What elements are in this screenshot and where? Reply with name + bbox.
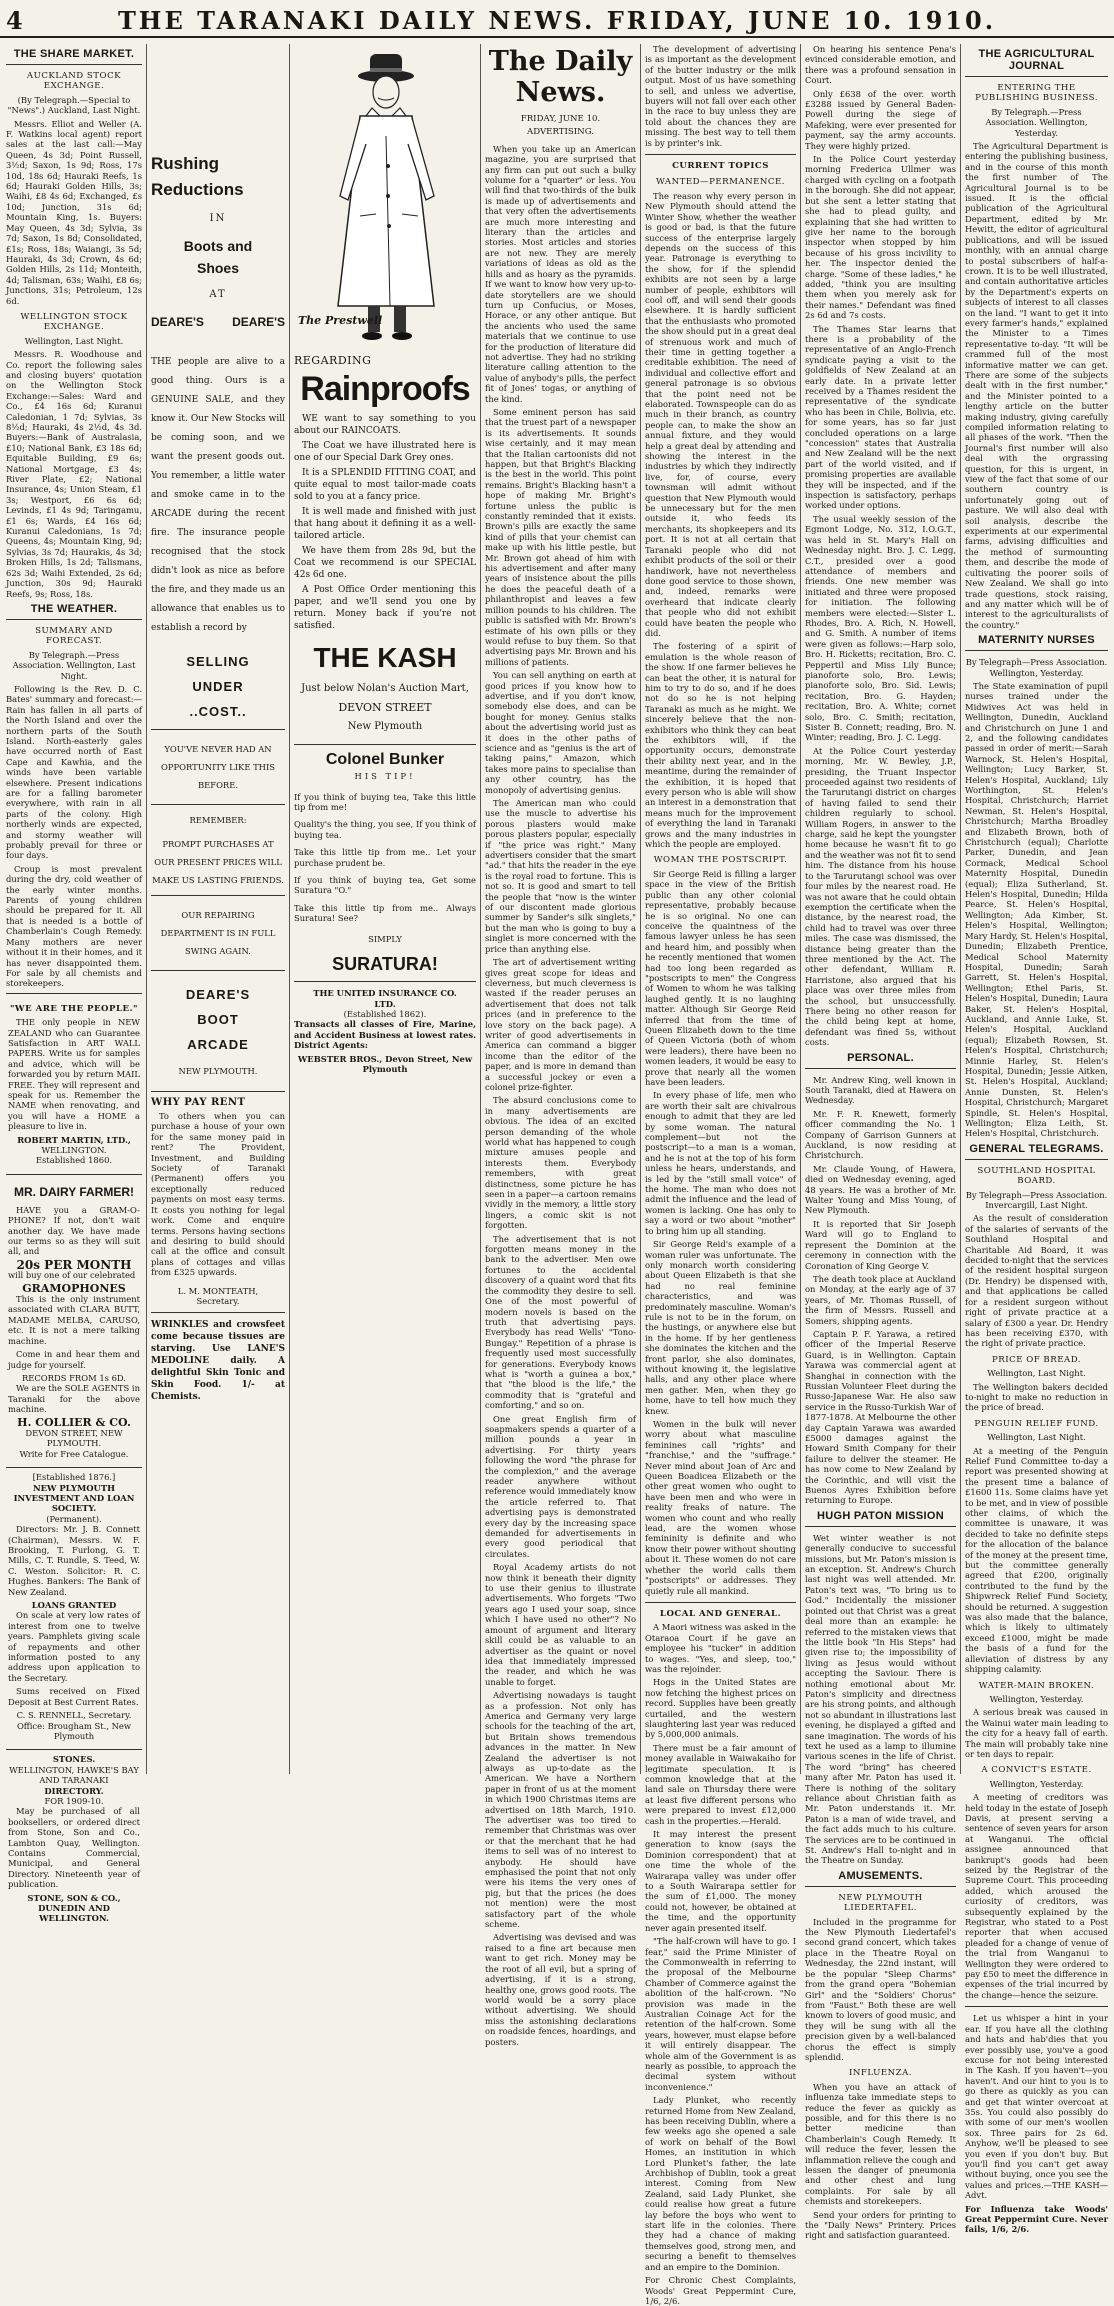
article-paragraph: Only £638 of the over. worth £3288 issued by General Baden-Powell during the siege of Mafeking, were ever presented for payment, say the army accounts. They were highly prized. — [805, 88, 956, 151]
ad-verse: Take this little tip from me.. Always Suratura! See? — [294, 902, 476, 924]
section-heading: LOCAL AND GENERAL. — [659, 1608, 782, 1619]
article-paragraph: The Agricultural Department is entering the publishing business, and in the course of this month the first number of The Agricultural Journal is to be issued. It is the official publication of the Agricultural Department, edited by Mr. Hewitt, the editor of agricultural publications, and will be issued monthly, with an annual charge to postal subscribers of half-a-crown. It is to be well illustrated, and contain authoritative articles by the Department's experts on subjects of interest to all classes on the land. "I want to get it into every farmer's hands," explained the Minister to a Times representative to-day. "It will be crammed full of the most informative matter we can get. There are some of the subjects dealt with in the first number," and the Minister pointed to a lengthy article on the butter making industry, giving carefully compiled information relating to all phases of the work. "Then the Journal's first number will also deal with the orgrassing question, for this is urgent, in view of the fact that some of our southern country is unfortunately going out of pasture. We will also deal with soil analysis, describe the experiments at our experimental farms, advising difficulties and the method of surmounting them, and describe the mode of cultivating the poorer soils of New Zealand. We shall go into trade questions, stock raising, and any matter which will be of interest to the agriculturalists of the country." — [965, 141, 1108, 630]
article-paragraph: Wet winter weather is not generally conducive to successful missions, but Mr. Paton's mission is an exception. St. Andrew's Church last night was well attended. Mr. Paton's text was, "To bring us to God." Incidentally the missioner pointed out that Christ was a great deal more than an example: he referred to the mistaken views that the little book "In His Steps" had given rise to; the impossibility of living as Jesus would without accepting the Saviour. There is nothing emotional about Mr. Paton's simplicity and directness are his strong points, and although not so abundant in illustrations last evening, he displayed a gifted and sane imagination. The words of his text he used as a lamp to illumine various scenes in the life of Christ. The word "bring" has cheered many after Mr. Paton has used it. There is nothing of the solitary reliance about Christian faith as Mr. Paton understands it. Mr. Paton is a man of wide travel, and the fact adds much to his culture. The services are to be continued in St. Andrew's Hall to-night and in the Theatre on Sunday. — [805, 1532, 957, 1866]
article-paragraph: The art of advertisement writing gives great scope for ideas and cleverness, but much cleverness is wasted if the reader peruses an advertisement that does not talk prices (and in preference to the love story on the back page). A writer of good advertisements in America can command a bigger income than the editor of the paper, and is more in demand than a successful jockey or even a colonel prize-fighter. — [485, 957, 636, 1092]
column-kash-ad — [294, 44, 476, 1774]
article-paragraph: Captain P. F. Yarawa, a retired officer of the Imperial Reserve Guard, is in Wellington. Captain Yarawa was commercial agent at Shanghai in connection with the Russian Volunteer Fleet during the Russo-Japanese War. He also saw service in the Russo-Turkish War of 1877-1878. At Melbourne the other day Captain Yarawa was awarded £5000 damages against the Howard Smith Company for their failure to deliver the steamer. He has now come to New Zealand by the Corinthic, and will visit the Buenos Ayres Exhibition before returning to Europe. — [805, 1328, 956, 1506]
ad-body: It is well made and finished with just that hang about it defining it as a well-tailored article. — [294, 507, 476, 542]
advertisement-robert-martin — [6, 993, 142, 1170]
section-heading: THE AGRICULTURAL JOURNAL — [965, 48, 1108, 77]
ad-sub: (Established 1862). — [343, 1008, 427, 1019]
editorial-flag: The Daily News. — [488, 46, 633, 108]
column-rule — [960, 44, 961, 1774]
column-rule — [640, 44, 641, 1774]
section-heading: THE WEATHER. — [6, 603, 142, 620]
dateline: Wellington, Yesterday. — [989, 1778, 1084, 1789]
editorial-date: FRIDAY, JUNE 10. — [520, 114, 601, 124]
article-paragraph: Mr. Claude Young, of Hawera, died on Wednesday evening, aged 48 years. He was a brother of Mr. Walter Young and Miss Young, of New Plymouth. — [805, 1163, 956, 1216]
article-paragraph: A meeting of creditors was held today in the estate of Joseph Davis, at present serving a sentence of seven years for arson at Wanganui. The official assignee announced that bankrupt's goods had been seized by the Registrar of the Supreme Court. This proceeding added, which aroused the curiosity of creditors, was subsequently explained by the Registrar, who stated to a Post reporter that when accused pleaded for a change of venue of the trial from Wanganui to Wellington they were ordered to pay £50 to meet the difference in expenses of the trial incurred by the change—hence the seizure. — [965, 1792, 1108, 2000]
ad-heading: Boots and — [183, 238, 253, 255]
sub-heading: WELLINGTON STOCK EXCHANGE. — [20, 311, 128, 333]
ad-sub: FOR 1909-10. — [44, 1795, 104, 1806]
ad-text: YOU'VE NEVER HAD AN OPPORTUNITY LIKE THIS BEFORE. — [160, 743, 276, 790]
man-in-raincoat-icon — [294, 46, 478, 346]
article-paragraph: Following is the Rev. D. C. Bates' summary and forecast:—Rain has fallen in all parts of the North Island and over the northern parts of the South Island. North-easterly gales have occurred north of East Cape and Kawhia, and the winds have been variable elsewhere. Present indications are for a falling barometer everywhere, with rain in all parts of the colony. High northerly winds are expected, and stormy weather will probably prevail for three or four days. — [6, 683, 142, 861]
divider — [151, 970, 285, 971]
article-paragraph: The development of advertising is as important as the development of the butter industry or the milk output. Most of us have something to sell, and unless we advertise, buyers will not fall over each other in the race to buy unless they are told about the chances they are missing. The best way to tell them is by printer's ink. — [645, 44, 796, 148]
ad-body: A Post Office Order mentioning this paper, and we'll send you one by return. Money back if you're not satisfied. — [294, 585, 476, 632]
ad-town: WELLINGTON. — [41, 1145, 107, 1155]
ad-brand: DEARE'S — [151, 314, 204, 329]
divider — [151, 1091, 285, 1092]
ad-records: RECORDS FROM 1s 6D. — [21, 1372, 127, 1383]
ad-heading: Rushing — [151, 154, 219, 173]
section-heading: CURRENT TOPICS — [672, 161, 769, 172]
column-agricultural-journal — [965, 44, 1108, 2235]
article-paragraph: A Maori witness was asked in the Otaraoa Court if he gave an employee his "tucker" in addition to wages. "Yes, and sleep, too," was the rejoinder. — [645, 1622, 796, 1674]
ad-body: will buy one of our celebrated — [8, 1270, 136, 1281]
advertisement-investment-society — [6, 1467, 142, 1745]
newspaper-title: THE TARANAKI DAILY NEWS. FRIDAY, JUNE 10. 1910. — [117, 6, 997, 35]
ad-text: OUR REPAIRING DEPARTMENT IS IN FULL SWING AGAIN. — [160, 910, 276, 957]
ad-heading: UNDER — [192, 678, 244, 694]
article-paragraph: Lady Plunket, who recently returned Home from New Zealand, has been receiving Dublin, where a few weeks ago she opened a sale of work on behalf of the Bowl Homes, an institution in which Lord Plunket's father, the late Archbishop of Dublin, took a great interest. Coming from New Zealand, said Lady Plunket, she could realise how great a future lay before the boys who went to start life in the colonies. There they had a chance of making themselves good, strong men, and securing a benefit to themselves and an empire to the Dominion. — [645, 2095, 796, 2272]
dateline: By Telegraph.—Press Association. Wellington, Yesterday. — [985, 106, 1088, 138]
editorial-title: ADVERTISING. — [527, 127, 594, 138]
advertisement-collier — [6, 1174, 142, 1463]
illustration-caption: The Prestwell — [298, 314, 383, 327]
article-paragraph: Send your orders for printing to the "Daily News" Printery. Prices right and satisfaction guaranteed. — [805, 2209, 956, 2241]
column-rule — [800, 44, 801, 1774]
dateline: Wellington, Last Night. — [24, 335, 124, 346]
article-paragraph: The absurd conclusions come to in many advertisements are obvious. The idea of an excited person demanding of the whole world what has happened to cough mixture amuses people and interests them. Everybody remembers, with great distinctness, some picture he has seen in a paper—a cartoon remains vividly in the memory, a little story lingers, a comic skit is not forgotten. — [485, 1095, 636, 1231]
ad-town: DUNEDIN AND WELLINGTON. — [38, 1903, 110, 1924]
divider — [294, 744, 476, 745]
ad-heading: STONES. — [52, 1754, 96, 1765]
ad-body: Directors: Mr. J. B. Connett (Chairman), Messrs. W. F. Brooking, T. Furlong, G. T. Mills, C. T. Rundle, S. Teed, W. C. Weston. Solicitor: R. C. Hughes. Bankers: The Bank of New Zealand. — [8, 1524, 140, 1597]
ad-body: We are the SOLE AGENTS in Taranaki for the above machine. — [8, 1383, 140, 1415]
ad-signature: C. S. RENNELL, Secretary. — [16, 1710, 132, 1721]
article-paragraph: The advertisement that is not forgotten means money in the bank to the advertiser. Men owe fortunes to the accidental discovery of a quaint word that fits the commodity they desire to sell. One of the most powerful of modern novels is based on the truth that advertising pays. Everybody has read Wells' "Tono-Bungay." Repetition of a phrase is frequently used most successfully for generations. Everybody knows what is "worth a guinea a box," that "the blood is the life," the commodity that is "grateful and comforting," and so on. — [485, 1233, 636, 1411]
ad-text: PROMPT PURCHASES AT OUR PRESENT PRICES WILL MAKE US LASTING FRIENDS. — [152, 839, 284, 886]
sub-heading: PENGUIN RELIEF FUND. — [974, 1418, 1099, 1429]
column-rule — [480, 44, 481, 1774]
sub-heading: A CONVICT'S ESTATE. — [981, 1765, 1092, 1776]
ad-text: SIMPLY — [368, 933, 402, 944]
ad-established: [Established 1876.] — [32, 1472, 116, 1483]
article-paragraph: A serious break was caused in the Wainui water main leading to the city for a heavy fall of earth. The main will probably take nine or ten days to repair. — [965, 1707, 1108, 1759]
article-paragraph: Included in the programme for the New Plymouth Liedertafel's second grand concert, which takes place in the Theatre Royal on Wednesday, the 22nd instant, will be the popular "Sleep Charms" from the grand opera "Bohemian Girl" and the "Soldiers' Chorus" from "Faust." Both these are well known to lovers of good music, and they will be sung with all the precision given by a well-balanced chorus the effect is simply splendid. — [805, 1916, 956, 2062]
dateline: By Telegraph—Press Association. Wellington, Yesterday. — [965, 657, 1108, 678]
article-paragraph: Messrs. Elliot and Weller (A. F. Watkins local agent) report sales at the last call:—May Queen, 4s 3d; Point Russell, 3½d; Saxon, 1s 9d; Ross, 17s 10d, 18s 6d; Hauraki Reefs, 1s 6d; Hauraki Golden Hills, 3s; Waihi, £8 4s 6d; Exchanged, £s 10d; Junction, 31s 6d; Mountain King, 1s. Buyers: May Queen, 4s 3d; Sylvia, 3s 7d; Saxon, 1s 8d; Consolidated, £1s; Ross, 18s; Waiangi, 3s 5d; Hauraki, 4s 3d; Crown, 4s 6d; Golden Hills, 2s 11d; Monteith, 4d; Talisman, 63s; Waihi, £8 6s; Junctions, 31s; Petroleum, 12s 6d. — [6, 118, 142, 306]
ad-heading: Reductions — [151, 180, 244, 199]
ad-verse: Quality's the thing, you see, If you think of buying tea. — [294, 819, 476, 840]
ad-office: Office: Brougham St., New Plymouth — [16, 1720, 132, 1741]
ad-heading: ..COST.. — [189, 703, 247, 719]
sub-heading: INFLUENZA. — [848, 2068, 913, 2079]
article-paragraph: The Wellington bakers decided to-night to make no reduction in the price of bread. — [965, 1381, 1108, 1413]
ad-body: HAVE you a GRAM-O-PHONE? If not, don't wait another day. We have made our terms so as they will suit all, and — [8, 1204, 140, 1257]
ad-sub: LOANS GRANTED — [31, 1600, 117, 1611]
ad-body: THE people are alive to a good thing. Ours is a GENUINE SALE, and they know it. Our New Stocks will be coming soon, and we want the present goods out. You remember, a little water and smoke came in to the ARCADE during the recent fire. The insurance people recognised that the stock didn't look as nice as before the fire, and they made us an allowance that enables us to establish a record by — [151, 356, 285, 633]
article-paragraph: The usual weekly session of the Egmont Lodge, No. 312, I.O.G.T., was held in St. Mary's Hall on Wednesday night. Bro. J. C. Legg, C.T., presided over a good attendance of members and friends. One new member was initiated and three were proposed for initiation. The following members were elected:—Sister L. Rhodes, Bro. A. Rich, N. Howell, and G. Smith. A number of items were given as follows:—Harp solo, Bro. H. Ricketts; recitation, Bro. C. Peppertil and Miss Lily Bunce; pianoforte solo, Bro. Lewis; pianoforte solo, Bro. Sid. Lewis; recitation, Bro. G. Hayden; recitation, Bro. A. White; cornet solo, Bro. C. Smith; recitation, Sister B. Connett; reading, Bro. N. Winter; reading, Bro. J. C. Legg. — [805, 513, 956, 743]
dateline: (By Telegraph.—Special to "News".) Auckland, Last Night. — [7, 94, 141, 116]
ad-address: Just below Nolan's Auction Mart, — [301, 683, 469, 695]
dateline: Wellington, Last Night. — [987, 1368, 1086, 1379]
article-paragraph: It may interest the present generation to know (says the Dominion correspondent) that at one time the whole of the Wairarapa valley was under offer to a South Wairarapa settler for the sum of £1,000. The money could not, however, be obtained at the time, and the opportunity never again presented itself. — [645, 1829, 796, 1933]
ad-heading: THE UNITED INSURANCE CO. — [313, 988, 457, 999]
ad-heading: MR. DAIRY FARMER! — [14, 1184, 134, 1199]
divider — [151, 895, 285, 896]
article-paragraph: There must be a fair amount of money available in Waiwakaiho for legitimate speculation. It is common knowledge that at the land sale on Thursday there were at least five different persons who were prepared to invest £12,000 cash in the properties.—Herald. — [645, 1742, 796, 1826]
article-paragraph: In every phase of life, men who are worth their salt are chivalrous enough to admit that they are led by some woman. The natural complement—but not the postscript—to a man is a woman, and he is not at the top of his form unless he hears, understands, and is led by the "still small voice" of the home. The man who does not admit the influence and the lead of women is lacking. One has only to say a word or two about "mother" to bring him up all standing. — [645, 1090, 796, 1236]
ad-brand: DEARE'S — [232, 314, 285, 329]
ad-brand: THE KASH — [313, 642, 457, 674]
dateline: By Telegraph.—Press Association. Wellington, Last Night. — [12, 649, 136, 681]
article-paragraph: Sir George Reid is filling a larger space in the view of the British public than any other colonial representative, probably because he is so original. No one can conceive the quaintness of the famous lawyer unless he has seen and heard him, and possibly when he recently mentioned that women had too long been regarded as "postscripts to men" the Congress of Women to whom he was talking laughed gently. It is no laughing matter. Although Sir George Reid inferred that from the time of Queen Elizabeth down to the time of Queen Victoria (both of whom were leaders), there have been no women leaders, it would be easy to prove that nearly all the women have been leaders. — [645, 868, 796, 1087]
sub-heading: ENTERING THE PUBLISHING BUSINESS. — [975, 83, 1098, 104]
article-paragraph: "The half-crown will have to go. I fear," said the Prime Minister of the Commonwealth in referring to the proposal of the Melbourne Chamber of Commerce against the abolition of the half-crown. "No provision was made in the Australian Coinage Act for the retention of the half-crown. Some years, however, must elapse before it will entirely disappear. The whole aim of the Government is as nearly as possible, to approach the decimal system without inconvenience." — [645, 1936, 796, 2092]
ad-brand: BOOT — [197, 1012, 239, 1028]
divider — [151, 804, 285, 805]
ad-body: This is the only instrument associated with CLARA BUTT, MADAME MELBA, CARUSO, etc. It is not a mere talking machine. — [8, 1294, 140, 1346]
article-paragraph: The reason why every person in New Plymouth should attend the Winter Show, whether the weather is good or bad, is that the future success of the enterprise largely depends on the success of this year. Patronage is everything to the show, for if the splendid exhibits are not seen by a large number of people, exhibitors will cool off, and will send their goods elsewhere. It is hardly sufficient that the enthusiasts who promoted the show should put in a great deal of strenuous work and much of their time in getting together a creditable exhibition. The need of individual and collective effort and general patronage is so obvious that the point need not be elaborated. Townspeople can do as much in their branch, as country people can, to make the show an annual fixture, and they would help a great deal by attending and showing the interest in the industries by which they indirectly live, for, of course, every townsman will admit without question that New Plymouth would be unnecessary but for the men outside it, who feeds its merchants, its shopkeepers and its port. It is not at all certain that Taranaki people who did not exhibit products of the soil or their handiwork, have not nevertheless done good service to those shown, and, indeed, remarks were overheard that indicate clearly that people who did not exhibit could have beaten the people who did. — [645, 190, 796, 638]
article-paragraph: Mr. F. R. Knewett, formerly officer commanding the No. 1 Company of Garrison Gunners at Auckland, is now residing at Christchurch. — [805, 1108, 956, 1161]
sub-heading: NEW PLYMOUTH LIEDERTAFEL. — [838, 1892, 923, 1914]
ad-body: On scale at very low rates of interest from one to twelve years. Pamphlets giving scale of repayments and other information posted to any address upon application to the Secretary. — [8, 1610, 140, 1683]
article-paragraph: One great English firm of soapmakers spends a quarter of a million pounds a year in advertising. For thirty years following the word "the phrase for the complexion," and the average reader anywhere without reference would immediately know the article referred to. That advertising pays is demonstrated every day by the increasing space demanded for advertisements in every good periodical that circulates. — [485, 1413, 636, 1559]
article-paragraph: The fostering of a spirit of emulation is the whole reason of the show. If one farmer believes he can beat the other, it is natural for him to try to do so, and if he does not do so he is not helping Taranaki as much as he might. We sincerely believe that the non-exhibitors who think they can beat the exhibitors will, if the opportunity occurs, demonstrate their ability next year, and in the meantime, during the remainder of the exhibition, it is hoped that every person who is able will show an interest in a demonstration that means much for the improvement of everything the land in Taranaki grows and the many industries in which the people are employed. — [645, 641, 796, 850]
section-heading: AMUSEMENTS. — [805, 1870, 956, 1887]
ad-body: To others when you can purchase a house of your own for the same money paid in rent? The Provident, Investment, and Building Society of Taranaki (Permanent) offers you exceptionally reduced payments on most easy terms. It costs you nothing for legal work. Come and enquire terms. Persons having sections and desiring to build should call at the office and consult plans of cottages and villas from £325 upwards. — [151, 1111, 285, 1278]
divider — [645, 154, 796, 155]
article-paragraph: When you have an attack of influenza take immediate steps to reduce the fever as quickly as possible, and for this there is no better medicine than Chamberlain's Cough Remedy. It will reduce the fever, lessen the inflammation relieve the cough and lessen the danger of pneumonia and other chest and lung complaints. For sale by all chemists and storekeepers. — [805, 2081, 956, 2207]
article-paragraph: On hearing his sentence Pena's evinced considerable emotion, and there was a profound sensation in Court. — [805, 44, 956, 86]
ad-heading: NEW PLYMOUTH INVESTMENT AND LOAN SOCIETY. — [13, 1482, 135, 1514]
column-rule — [289, 44, 290, 1774]
section-heading: THE SHARE MARKET. — [6, 48, 142, 65]
article-paragraph: When you take up an American magazine, you are surprised that any firm can put out such a bulky volume for a "quarter" or less. You will find that two-thirds of the bulk is made up of advertisements and that very often the advertisements are much more interesting and literary than the articles and stories. Most articles and stories are not new. They are merely variations of ideas as old as the hills and as hoary as the pyramids. If we want to know how very up-to-date storytellers are we should turn up Confucius, or Moses, Horace, or any other antique. But the ancients who used the same materials that we continue to use for the production of literature did not advertise. They had no striking literature calling attention to the value of anybody's pills, the perfect fit of Jones' togas, or anything of the kind. — [485, 143, 636, 404]
raincoat-illustration — [294, 46, 478, 346]
column-rule — [146, 44, 147, 1774]
ad-body: Transacts all classes of Fire, Marine, and Accident Business at lowest rates. District Agents: — [294, 1019, 476, 1051]
sub-heading: AUCKLAND STOCK EXCHANGE. — [26, 71, 122, 92]
sub-heading: WANTED—PERMANENCE. — [655, 177, 786, 188]
ad-address: DEVON STREET, NEW PLYMOUTH. — [25, 1427, 123, 1449]
advertisement-stones-directory — [6, 1749, 142, 1928]
ad-brand: ARCADE — [187, 1037, 249, 1053]
article-paragraph: In the Police Court yesterday morning Frederica Ullmer was charged with cycling on a footpath in the borough. She did not appear, but she sent a letter stating that she had to plead guilty, and explaining that she had written to give her name to the borough inspector when stopped by him because of his gross incivility to her. The inspector denied the charge. "Some of these ladies," he added, "think you are insulting them when you merely ask for their names." Defendant was fined 2s 6d and 7s costs. — [805, 154, 956, 321]
ad-firm: STONE, SON & CO., — [27, 1892, 121, 1903]
article-paragraph: The American man who could use the muscle to advertise his porous plasters would make porous plasters popular, especially if "the price was right." Many advertisers consider that the smart "ad." that hits the reader in the eye is the royal road to fortune. This is not so. It is good and smart to tell the people that "now is the winter of our discontent made glorious summer by Sander's silk singlets," but the man who is going to buy a singlet is more concerned with the price than anything else. — [485, 798, 636, 954]
ad-verse: If you think of buying tea, Get some Suratura "O." — [294, 875, 476, 896]
ad-established: Established 1860. — [35, 1155, 113, 1166]
footer-ad: For Chronic Chest Complaints, Woods' Great Peppermint Cure, 1/6, 2/6. — [645, 2275, 796, 2306]
dateline: By Telegraph—Press Association. Invercargill, Last Night. — [965, 1189, 1108, 1211]
divider — [645, 1602, 796, 1603]
ad-heading: "WE ARE THE PEOPLE." — [9, 1003, 139, 1014]
ad-sub: DIRECTORY. — [44, 1785, 104, 1796]
article-paragraph: Mr. Andrew King, well known in South Taranaki, died at Hawera on Wednesday. — [805, 1074, 956, 1106]
masthead — [0, 0, 1114, 38]
sub-heading: WATER-MAIN BROKEN. — [978, 1680, 1095, 1691]
divider — [151, 729, 285, 730]
column-personal — [805, 44, 957, 2241]
ad-body: May be purchased of all booksellers, or ordered direct from Stone, Son and Co., Lambton Quay, Wellington. Contains Commercial, Municipal, and General Directory. Nineteenth year of publication. — [8, 1806, 140, 1890]
ad-verse: If you think of buying tea, Take this little tip from me! — [294, 791, 476, 813]
deares-pair — [151, 315, 285, 329]
article-paragraph: You can sell anything on earth at good prices if you know how to advertise, and if you don't know, somebody else does, and can be bought for money. Genius stalks about the advertising world just as it does in the other paths of science and as "genius is the art of taking pains," Amazon, which takes more pains to specialise than any other country, has the monopoly of advertising genius. — [485, 670, 636, 795]
ad-address: DEVON STREET — [338, 701, 432, 715]
article-paragraph: Croup is most prevalent during the dry, cold weather of the early winter months. Parents of young children should be prepared for it. All that is needed is a bottle of Chamberlain's Cough Remedy. Many mothers are never without it in their homes, and it has never disappointed them. For sale by all chemists and storekeepers. — [6, 863, 142, 989]
ad-text: REMEMBER: — [189, 814, 247, 825]
ad-body: We have them from 28s 9d, but the Coat we recommend is our SPECIAL 42s 6d one. — [294, 546, 476, 581]
column-share-market — [6, 44, 142, 1924]
article-paragraph: Some eminent person has said that the truest part of a newspaper is its advertisements. It sounds wise certainly, and it may mean that the Italian cartoonists did not happen, but that Bright's Blacking is the best in the world. This point remains. Bright's Blacking hasn't a hope of making Mr. Bright's fortune unless the public is constantly reminded that it exists. Brown's pills are exactly the same kind of pills that your chemist can make up with his little pestle, but Mr. Brown got ahead of him with his advertisement and after many years of insistence about the pills he does the peaceful death of a philanthropist and leaves a few million pounds to his children. The public is satisfied with Mr. Brown's estimate of his own pills or they would refuse to buy them. So that advertising pays Mr. Brown and his millions of patients. — [485, 406, 636, 667]
sub-heading: WOMAN THE POSTSCRIPT. — [653, 855, 788, 866]
ad-text: NEW PLYMOUTH. — [178, 1066, 258, 1077]
ad-text: AT — [209, 289, 227, 301]
article-paragraph: As the result of consideration of the salaries of servants of the Southland Hospital and Charitable Aid Board, it was decided to-night that the services of the resident hospital surgeon (Dr. Hendry) be dispensed with, and that applications be called for a resident surgeon without right of private practice at a salary of £300 a year. Dr. Hendry has been receiving £370, with the right of private practice. — [965, 1213, 1108, 1349]
ad-brand: SURATURA! — [332, 954, 438, 975]
ad-sub: HIS TIP! — [354, 771, 416, 782]
section-heading: HUGH PATON MISSION — [805, 1510, 956, 1527]
divider — [294, 981, 476, 982]
article-paragraph: The Thames Star learns that there is a probability of the representative of an Anglo-French syndicate paying a visit to the goldfields of New Zealand at an early date. In a private letter received by a Thames resident the representative of the syndicate who has been in Chile, Bolivia, etc. for some years, has so far just concluded operations on a large "concession" states that Australia and New Zealand will be the next part of the world visited, and if promising properties are available they will be inspected, and if the inspection is satisfactory, perhaps worked under options. — [805, 323, 956, 511]
ad-sub: WELLINGTON, HAWKE'S BAY AND TARANAKI — [9, 1764, 139, 1786]
column-current-topics — [645, 44, 796, 2306]
ad-brand: DEARE'S — [185, 987, 251, 1003]
divider — [151, 1312, 285, 1313]
column-editorial — [485, 44, 636, 2047]
ad-firm: H. COLLIER & CO. — [17, 1415, 131, 1429]
ad-sub: (Permanent). — [46, 1513, 102, 1524]
ad-verse: Take this little tip from me.. Let your purchase prudent be. — [294, 847, 476, 868]
section-heading: PERSONAL. — [805, 1052, 956, 1069]
column-deares-ad — [151, 44, 285, 1774]
dateline: Wellington, Last Night. — [987, 1432, 1086, 1443]
ad-heading: Colonel Bunker — [325, 751, 445, 769]
section-heading: GENERAL TELEGRAMS. — [965, 1143, 1108, 1160]
article-paragraph: The death took place at Auckland on Monday, at the early age of 37 years, of Mr. Thomas Russell, of the firm of Messrs. Russell and Somers, shipping agents. — [805, 1273, 956, 1326]
article-paragraph: Advertising was devised and was raised to a fine art because men want to get rich. Money may be the root of all evil, but a spring of advertising, if it is a strong, healthy one, grows good roots. The world would be a sorry place without advertising. We should miss the astonishing declarations on roadside fences, hoardings, and posters. — [485, 1932, 636, 2047]
ad-catalogue: Write for Free Catalogue. — [19, 1448, 129, 1459]
article-paragraph: The State examination of pupil nurses trained under the Midwives Act was held in Wellington, Dunedin, Auckland and Christchurch on June 1 and 2, and the following candidates passed in order of merit:—Sarah Warnock, St. Helen's Hospital, Wellington; Lucy Barker, St. Helen's Hospital, Auckland; Lily Worthington, St. Helen's Hospital, Christchurch; Harriet Newman, St. Helen's Hospital, Christchurch; Martha Broadley and Elizabeth Brown, both of Christchurch (equal); Charlotte Parker, Dunedin, and Jean Cormack, Medical School Maternity Hospital, Dunedin (equal); Eliza Sutherland, St. Helen's Hospital, Dunedin; Hilda Pearce, St. Helen's Hospital, Wellington; Ada Kimber, St. Helen's Hospital, Wellington; Mary Hardy, St. Helen's Hospital, Dunedin; Elizabeth Prentice, Medical School Maternity Hospital, Dunedin; Sarah Garrett, St. Helen's Hospital, Wellington; Ethel Paris, St. Helen's Hospital, Dunedin; Laura Baker, St. Helen's Hospital, Auckland, and Annie Luke, St. Helen's Hospital, Auckland (equal); Elizabeth Rowsen, St. Helen's Hospital, Christchurch; Minnie Harley, St. Helen's Hospital, Dunedin; Jessie Aitken, St. Helen's Hospital, Auckland; Annie Dunsten, St. Helen's Hospital, Christchurch; Margaret Spindle, St. Helen's Hospital, Wellington; Eliza Leith, St. Helen's Hospital, Christchurch. — [965, 680, 1108, 1139]
article-paragraph: Let us whisper a hint in your ear. If you have all the clothing and hats and hab'dies that you ever possibly use, you've a good excuse for not being interested in The Kash. If you haven't—you haven't. And our hint to you is to go there as quickly as you can and get that winter overcoat at 35s. You could also possibly do with some of our men's woollen sox. Three pairs for 2s 6d. Anyhow, we'll be pleased to see you even if you don't buy. But you'll find you can't get away without buying, once you see the values and prices.—THE KASH—Advt. — [965, 2013, 1108, 2201]
sub-heading: SOUTHLAND HOSPITAL BOARD. — [977, 1165, 1096, 1187]
article-paragraph: At a meeting of the Penguin Relief Fund Committee to-day a report was presented showing at the present time a balance of £1600 11s. Some claims have yet to be met, and in view of possible other claims, of which the committee is unaware, it was decided to take no definite steps for the allocation of the balance of the money at the present time, but the committee generally agreed that £200, originally contributed to the fund by the Shipwreck Relief Fund Society, should be returned. A suggestion was also made that the balance, which is likely to ultimately exceed £1000, might be made the basis of a fund for the alleviation of distress by any shipping calamity. — [965, 1445, 1108, 1675]
page-number: 4 — [6, 6, 23, 35]
ad-heading: Rainproofs — [300, 370, 470, 409]
article-paragraph: Hogs in the United States are now fetching the highest prices on record. Supplies have been greatly curtailed, and the western slaughtering last year was reduced by 5,000,000 animals. — [645, 1677, 796, 1740]
article-paragraph: Advertising nowadays is taught as a profession. Not only has America and Germany very large schools for the teaching of the art, but Britain shows tremendous advances in the matter. In New Zealand the advertiser is not always as up-to-date as the American. We have a Northern paper in front of us at the moment in which 1900 Christmas items are advertised on 18th March, 1910. The advertiser was too tired to remember that Christmas was over or that the merchant that he had items to sell was of no interest to anybody. He should have emphasised the point that not only were his items the very ones of pig, but that the prices (he does not mention) were the most satisfactory part of the whole scheme. — [485, 1690, 636, 1930]
article-paragraph: Royal Academy artists do not now think it beneath their dignity to use their genius to illustrate advertisements. Who forgets "Two years ago I used your soap, since which I have used no other"? No amount of argument and literary skill could be as valuable to an advertiser as the quaint or novel idea that immediately impressed the reader, and which he was unable to forget. — [485, 1562, 636, 1687]
sub-heading: SUMMARY AND FORECAST. — [35, 625, 113, 647]
ad-firm: ROBERT MARTIN, LTD., — [17, 1134, 131, 1145]
ad-body: Sums received on Fixed Deposit at Best Current Rates. — [8, 1686, 140, 1707]
ad-text: IN — [209, 213, 227, 224]
ad-product: GRAMOPHONES — [22, 1281, 126, 1295]
ad-body: Come in and hear them and judge for yourself. — [8, 1349, 140, 1370]
section-heading: MATERNITY NURSES — [965, 634, 1108, 651]
ad-heading: WHY PAY RENT — [151, 1096, 246, 1108]
ad-town: New Plymouth — [347, 720, 423, 732]
divider — [965, 2006, 1108, 2007]
ad-agent: WEBSTER BROS., Devon Street, New Plymouth — [297, 1053, 473, 1074]
dateline: Wellington, Yesterday. — [989, 1693, 1084, 1704]
article-paragraph: Women in the bulk will never worry about what masculine feminines call "rights" and "franchise," and the "suffrage." Never mind about Joan of Arc and Queen Boadicea Elizabeth or the other great women who ought to have been men and who were in reality freaks of nature. The women who count and who really lead, are the women whose femininity is definite and who know their power without shouting about it. These women do not care whether the world calls them "postscripts" or addresses. They quietly rule all mankind. — [645, 1419, 796, 1596]
ad-price: 20s PER MONTH — [16, 1257, 132, 1272]
article-paragraph: At the Police Court yesterday morning, Mr. W. Bewley, J.P., presiding, the Truant Inspector proceeded against two residents of the Tarurutangi district on charges of having failed to send their children regularly to school. William Rogers, in answer to the charge, said he kept the youngster home because he wasn't fit to go and the weather was not fit to send him. The distance from his house to the Tarurutangi school was over four miles by the nearest road. He was not aware that he could obtain exemption the certificate when the distance, by the nearest road, the child had to travel was over three miles. The case was dismissed, the distance being greater than the three mentioned by the Act. The other defendant, William R. Harristone, also argued that his place was over three miles from the school, but unsuccessfully. There being no other reason for the child being kept at home, defendant was fined 5s, without costs. — [805, 745, 956, 1048]
ad-sub: LTD. — [374, 998, 396, 1009]
article-paragraph: It is reported that Sir Joseph Ward will go to England to represent the Dominion at the ceremony in connection with the Coronation of King George V. — [805, 1218, 956, 1271]
ad-body: WRINKLES and crowsfeet come because tissues are starving. Use LANE'S MEDOLINE daily. A delightful Skin Tonic and Skin Food. 1/- at Chemists. — [151, 1320, 285, 1403]
ad-heading: REGARDING — [294, 354, 372, 367]
footer-ad: For Influenza take Woods' Great Peppermint Cure. Never fails, 1/6, 2/6. — [965, 2203, 1108, 2235]
sub-heading: PRICE OF BREAD. — [991, 1354, 1082, 1365]
ad-body: It is a SPLENDID FITTING COAT, and quite equal to most tailor-made coats sold to you at a fancy price. — [294, 468, 476, 503]
ad-signature: Secretary. — [196, 1295, 240, 1306]
ad-heading: SELLING — [186, 653, 250, 669]
ad-body: WE want to say something to you about our RAINCOATS. — [294, 414, 476, 437]
article-paragraph: Sir George Reid's example of a woman ruler was unfortunate. The only monarch worth considering about Queen Elizabeth is that she had no real feminine characteristics, and was predominately masculine. Woman's rule is not to be in the forum, on the hustings, or anywhere else but in the home. If by her gentleness she dominates the kitchen and the front parlor, she also dominates, without knowing it, the legislative halls, and any other place where men gather. Men, when they go home, have to tell how much they knew. — [645, 1239, 796, 1416]
ad-heading: Shoes — [196, 260, 239, 277]
ad-body: The Coat we have illustrated here is one of our Special Dark Grey ones. — [294, 441, 476, 464]
ad-signature: L. M. MONTEATH, — [177, 1285, 259, 1296]
article-paragraph: Messrs. R. Woodhouse and Co. report the following sales and closing buyers' quotation on the Wellington Stock Exchange:—Sales: Ward and Co., £4 16s 6d; Kuranui Caledonian, 1 7d; Sylvias, 3s 8½d; Hauraki, 4s 2½d, 4s 3d. Buyers:—Bank of Australasia, £10; National Bank, £3 18s 6d; Equitable Building, £9 6s; National Mortgage, £3 4s; River Plate, £2; National Insurance, 4s; Union Steam, £1 3s; Westport, £6 6s 6d; Levinds, £1 4s 9d; Taringamu, £1 6s; Wards, £4 16s 6d; Kuranui Caledonians, 1s 7d; Queens, 4s; Mountain King, 9d; Sylvias, 3s 7d; Haurakis, 4s 3d; Broken Hills, 1s 2d; Talismans, 62s 3d; Waihi Extended, 2s 6d; Junction, 30s 9d; Hauraki Reefs, 9s; Ross, 18s. — [6, 349, 142, 599]
ad-body: THE only people in NEW ZEALAND who can Guarantee Satisfaction in ART WALL PAPERS. Write us for samples and advice, which will be forwarded you by return MAIL FREE. They will represent and speak for us. Remember the NAME when renovating, and you will have a HOME a pleasure to live in. — [8, 1017, 140, 1132]
